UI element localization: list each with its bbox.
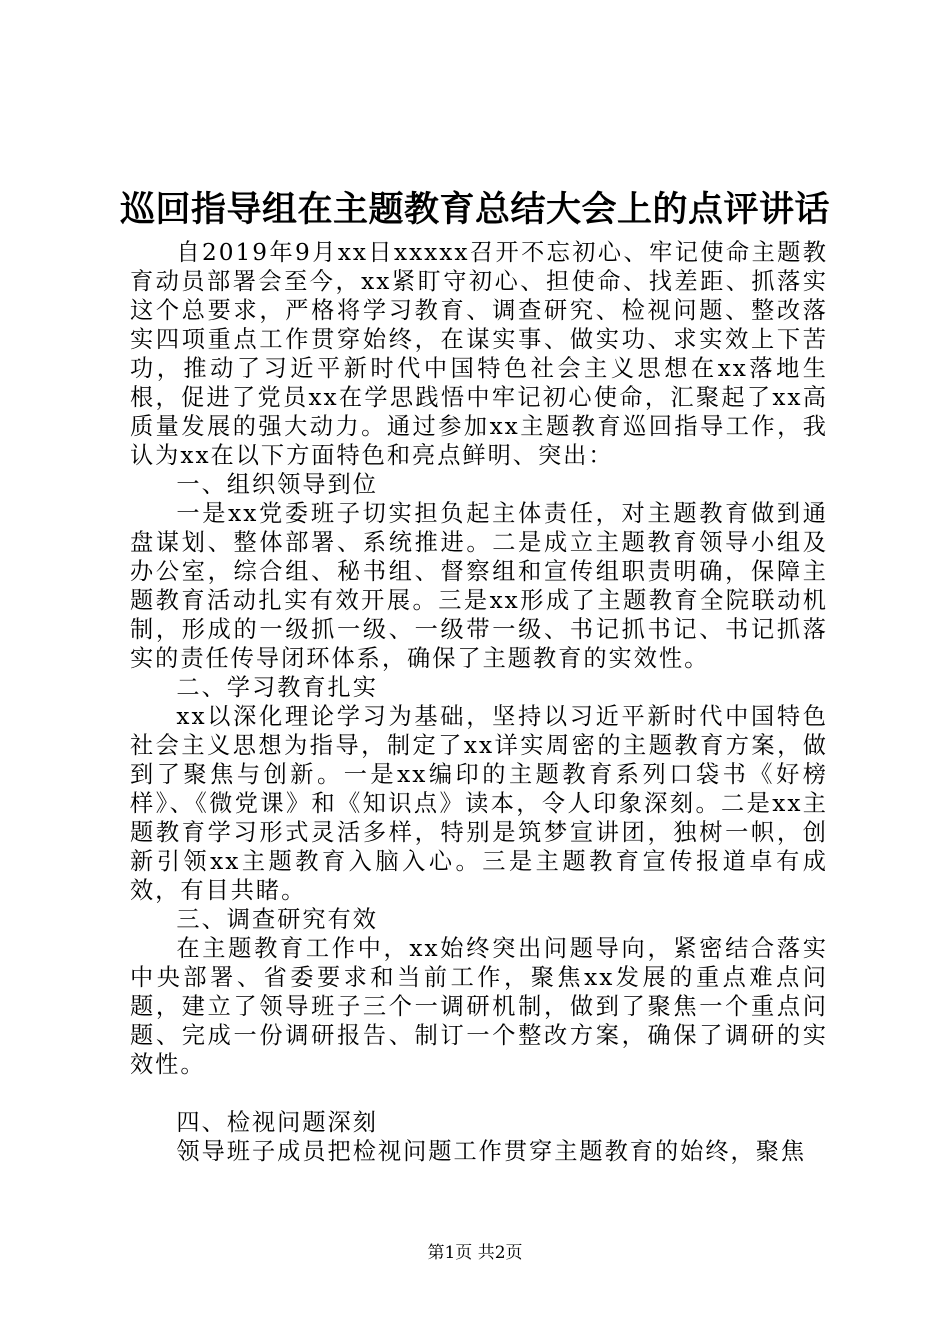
section-heading-2: 二、学习教育扎实 <box>176 674 378 701</box>
page-footer: 第1页 共2页 <box>427 1243 523 1263</box>
document-body <box>130 238 828 1166</box>
document-title: 巡回指导组在主题教育总结大会上的点评讲话 <box>119 190 830 230</box>
section-heading-4: 四、检视问题深刻 <box>176 1109 378 1136</box>
section-heading-3: 三、调查研究有效 <box>176 906 378 933</box>
paragraph-section-2: xx以深化理论学习为基础，坚持以习近平新时代中国特色社会主义思想为指导，制定了xx详实周密的主题教育方案，做到了聚焦与创新。一是xx编印的主题教育系列口袋书《好榜样》、《微党课》和《知识点》读本，令人印象深刻。二是xx主题教育学习形式灵活多样，特别是筑梦宣讲团，独树一帜，创新引领xx主题教育入脑入心。三是主题教育宣传报道卓有成效，有目共睹。 <box>130 703 828 904</box>
section-heading-1: 一、组织领导到位 <box>176 471 378 498</box>
paragraph-section-1: 一是xx党委班子切实担负起主体责任，对主题教育做到通盘谋划、整体部署、系统推进。二是成立主题教育领导小组及办公室，综合组、秘书组、督察组和宣传组职责明确，保障主题教育活动扎实有效开展。三是xx形成了主题教育全院联动机制，形成的一级抓一级、一级带一级、书记抓书记、书记抓落实的责任传导闭环体系，确保了主题教育的实效性。 <box>130 500 828 672</box>
paragraph-section-3: 在主题教育工作中，xx始终突出问题导向，紧密结合落实中央部署、省委要求和当前工作，聚焦xx发展的重点难点问题，建立了领导班子三个一调研机制，做到了聚焦一个重点问题、完成一份调研报告、制订一个整改方案，确保了调研的实效性。 <box>130 935 828 1078</box>
paragraph-section-4: 领导班子成员把检视问题工作贯穿主题教育的始终，聚焦 <box>176 1138 807 1165</box>
paragraph-intro: 自2019年9月xx日xxxxx召开不忘初心、牢记使命主题教育动员部署会至今，xx紧盯守初心、担使命、找差距、抓落实这个总要求，严格将学习教育、调查研究、检视问题、整改落实四项重点工作贯穿始终，在谋实事、做实功、求实效上下苦功，推动了习近平新时代中国特色社会主义思想在xx落地生根，促进了党员xx在学思践悟中牢记初心使命，汇聚起了xx高质量发展的强大动力。通过参加xx主题教育巡回指导工作，我认为xx在以下方面特色和亮点鲜明、突出： <box>130 239 828 469</box>
